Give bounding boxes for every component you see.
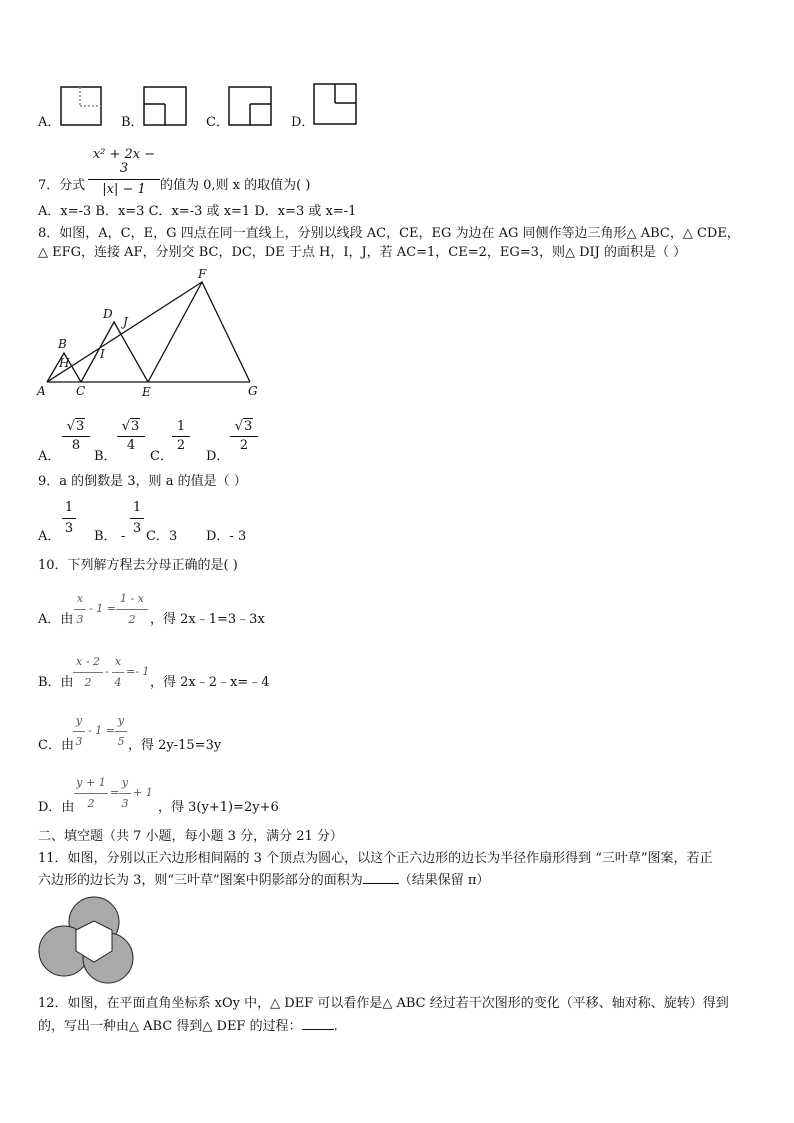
q8-option-d-value: √3 2 bbox=[230, 420, 258, 453]
q8-option-a: A． bbox=[38, 449, 61, 464]
q10-a-frac2 bbox=[116, 592, 148, 627]
q10-b-frac1 bbox=[73, 655, 103, 690]
q9-b-num: 1 bbox=[132, 500, 142, 515]
q8-c-num: 1 bbox=[176, 419, 186, 434]
q10-text: 10．下列解方程去分母正确的是( ) bbox=[38, 558, 238, 573]
q10-b-frac2 bbox=[112, 655, 124, 690]
q10-b-n1: x - 2 bbox=[76, 655, 100, 668]
q8-a-rad: 3 bbox=[76, 419, 85, 434]
q6-option-a: A． bbox=[38, 115, 61, 130]
q9-option-c: C．3 bbox=[146, 529, 178, 544]
q8-label-b: B bbox=[58, 337, 67, 351]
q8-line1: 8．如图，A，C，E，G 四点在同一直线上，分别以线段 AC，CE，EG 为边在 AG 同侧作等边三角形△ ABC，△ CDE， bbox=[38, 226, 740, 241]
q9-a-den: 3 bbox=[64, 521, 74, 536]
q8-c-den: 2 bbox=[176, 438, 186, 453]
q10-d-frac1 bbox=[74, 776, 108, 811]
q9-option-b: B． bbox=[94, 529, 117, 544]
q9-option-d: D．- 3 bbox=[206, 529, 247, 544]
q10-b-d1: 2 bbox=[84, 676, 92, 689]
q8-option-b: B． bbox=[94, 449, 117, 464]
q9-a-num: 1 bbox=[64, 500, 74, 515]
q10-d-n1: y + 1 bbox=[76, 776, 106, 789]
q9-option-b-value bbox=[130, 501, 144, 536]
q10-b-mid: - bbox=[105, 665, 109, 678]
q8-label-e: E bbox=[142, 385, 151, 399]
q8-line2: △ EFG，连接 AF，分别交 BC，DC，DE 于点 H，I，J，若 AC=1，CE=2，EG=3，则△ DIJ 的面积是（ ） bbox=[38, 245, 687, 260]
q9-option-a-value bbox=[62, 501, 76, 536]
q10-d-frac2 bbox=[119, 776, 131, 811]
q8-label-h: H bbox=[59, 356, 70, 370]
q10-b-n2: x bbox=[114, 655, 122, 668]
q9-option-a: A． bbox=[38, 529, 61, 544]
q7-options: A．x=-3 B．x=3 C．x=-3 或 x=1 D．x=3 或 x=-1 bbox=[38, 204, 357, 219]
q11-line2 bbox=[38, 871, 489, 889]
q10-d-label: D．由 bbox=[38, 800, 75, 815]
q10-a-d2: 2 bbox=[128, 613, 136, 626]
q8-option-a-value: √3 8 bbox=[62, 420, 90, 453]
q10-d-result: ，得 3(y+1)=2y+6 bbox=[158, 800, 279, 815]
q10-a-result: ，得 2x﹣1=3﹣3x bbox=[150, 612, 265, 627]
q10-a-n1: x bbox=[76, 592, 84, 605]
q6-figure-a bbox=[60, 86, 102, 128]
q8-label-f: F bbox=[198, 267, 207, 281]
q10-c-result: ，得 2y-15=3y bbox=[128, 738, 222, 753]
q8-option-c: C． bbox=[150, 449, 173, 464]
q8-b-den: 4 bbox=[126, 438, 136, 453]
q12-line1: 12．如图，在平面直角坐标系 xOy 中，△ DEF 可以看作是△ ABC 经过若干次图形的变化（平移、轴对称、旋转）得到 bbox=[38, 996, 729, 1011]
q8-label-j: J bbox=[123, 315, 128, 329]
q8-label-a: A bbox=[37, 384, 46, 398]
q12-line2b: . bbox=[333, 1019, 338, 1034]
q10-a-label: A．由 bbox=[38, 612, 74, 627]
q8-label-g: G bbox=[248, 384, 258, 398]
q10-d-d1: 2 bbox=[87, 797, 95, 810]
q11-line1: 11．如图，分别以正六边形相间隔的 3 个顶点为圆心，以这个正六边形的边长为半径作扇形得到 “三叶草”图案，若正 bbox=[38, 851, 713, 866]
q10-a-mid: - 1 = bbox=[89, 602, 116, 615]
q12-line2 bbox=[38, 1017, 338, 1035]
q10-b-result: ，得 2x﹣2﹣x=﹣4 bbox=[150, 675, 270, 690]
q11-answer-blank[interactable] bbox=[363, 871, 399, 884]
q12-line2a: 的，写出一种由△ ABC 得到△ DEF 的过程： bbox=[38, 1019, 302, 1034]
q10-b-d2: 4 bbox=[114, 676, 122, 689]
q8-figure bbox=[34, 266, 264, 402]
q10-c-d1: 3 bbox=[75, 735, 83, 748]
q9-b-sign: - bbox=[121, 529, 126, 544]
q10-c-n1: y bbox=[75, 714, 83, 727]
q10-c-mid: - 1 = bbox=[88, 724, 115, 737]
q6-figure-b bbox=[143, 86, 187, 128]
q10-c-label: C．由 bbox=[38, 738, 74, 753]
q10-c-frac1 bbox=[73, 714, 85, 749]
q12-answer-blank[interactable] bbox=[302, 1017, 334, 1030]
q10-a-n2: 1 - x bbox=[120, 592, 144, 605]
q10-d-n2: y bbox=[121, 776, 129, 789]
q10-d-mid: = bbox=[110, 786, 120, 799]
q6-option-d: D． bbox=[291, 115, 315, 130]
q6-option-b: B． bbox=[121, 115, 144, 130]
q8-b-rad: 3 bbox=[131, 419, 140, 434]
q10-b-label: B．由 bbox=[38, 675, 74, 690]
q8-option-b-value: √3 4 bbox=[117, 420, 145, 453]
q8-label-c: C bbox=[76, 384, 86, 398]
q10-d-d2: 3 bbox=[121, 797, 129, 810]
q10-b-tail: =- 1 bbox=[126, 665, 150, 678]
q8-a-den: 8 bbox=[71, 438, 81, 453]
q9-b-den: 3 bbox=[132, 521, 142, 536]
q10-d-tail: + 1 bbox=[133, 786, 153, 799]
q8-d-den: 2 bbox=[239, 438, 249, 453]
q7-prefix: 7．分式 bbox=[38, 178, 86, 193]
q10-a-d1: 3 bbox=[76, 613, 84, 626]
q10-c-n2: y bbox=[117, 714, 125, 727]
q10-c-d2: 5 bbox=[117, 735, 125, 748]
q8-option-d: D． bbox=[206, 449, 230, 464]
q7-fraction bbox=[88, 148, 160, 197]
q9-text: 9．a 的倒数是 3，则 a 的值是（ ） bbox=[38, 474, 247, 489]
q6-figure-d bbox=[313, 83, 357, 127]
q10-c-frac2 bbox=[115, 714, 127, 749]
q11-clover-figure bbox=[34, 893, 134, 985]
q6-option-c: C． bbox=[206, 115, 229, 130]
q8-label-d: D bbox=[103, 307, 113, 321]
section-heading: 二、填空题（共 7 小题，每小题 3 分，满分 21 分） bbox=[38, 829, 343, 844]
q10-a-frac1 bbox=[74, 592, 86, 627]
q7-denominator: |x| − 1 bbox=[102, 182, 146, 197]
q7-suffix: 的值为 0,则 x 的取值为( ) bbox=[160, 178, 311, 193]
q11-line2b: （结果保留 π） bbox=[398, 873, 490, 888]
q7-numerator: x² + 2x − 3 bbox=[92, 147, 156, 176]
q11-line2a: 六边形的边长为 3，则“三叶草”图案中阴影部分的面积为 bbox=[38, 873, 363, 888]
q8-option-c-value bbox=[172, 420, 190, 453]
q6-figure-c bbox=[228, 86, 272, 128]
q8-label-i: I bbox=[100, 347, 105, 361]
q8-d-rad: 3 bbox=[244, 419, 253, 434]
